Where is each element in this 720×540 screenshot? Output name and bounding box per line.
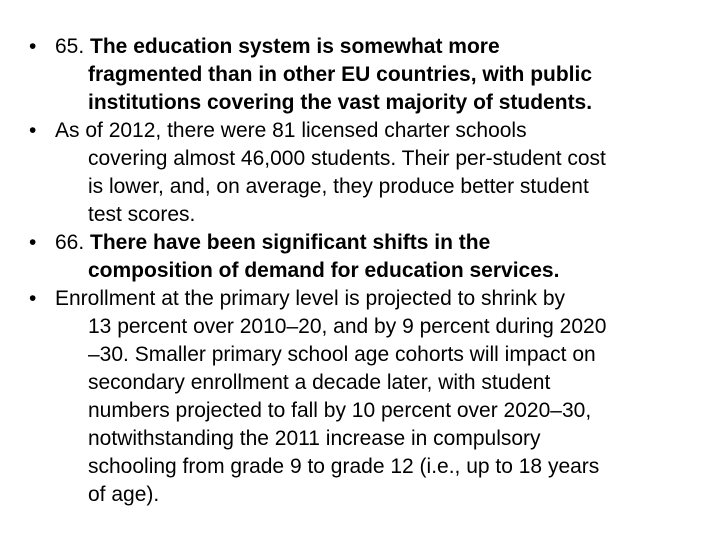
text: notwithstanding the 2011 increase in compulsory — [88, 427, 541, 450]
bold-text: The education system is somewhat more — [90, 35, 500, 58]
text: test scores. — [88, 203, 196, 226]
text-line — [0, 145, 720, 173]
bold-text: fragmented than in other EU countries, with public — [88, 63, 593, 86]
bullet-dot-icon: • — [29, 119, 37, 142]
text-line — [0, 257, 720, 285]
text: –30. Smaller primary school age cohorts will impact on — [88, 343, 596, 366]
text-line — [0, 201, 720, 229]
text: 13 percent over 2010–20, and by 9 percent during 2020 — [88, 315, 607, 338]
text: covering almost 46,000 students. Their per-student cost — [88, 147, 606, 170]
bullet-dot-icon: • — [29, 35, 37, 58]
text: 66. — [55, 231, 91, 254]
text-line — [0, 33, 720, 61]
bullet-dot-icon: • — [29, 231, 37, 254]
text-line — [0, 89, 720, 117]
bullet-list — [0, 33, 720, 509]
bold-text: There have been significant shifts in the — [90, 231, 491, 254]
text-line — [0, 341, 720, 369]
bullet-item — [0, 285, 720, 509]
bullet-item — [0, 117, 720, 229]
bullet-item — [0, 33, 720, 117]
text-line — [0, 173, 720, 201]
text: is lower, and, on average, they produce better student — [88, 175, 589, 198]
text-line — [0, 61, 720, 89]
bullet-dot-icon: • — [29, 287, 37, 310]
text-line — [0, 285, 720, 313]
text: schooling from grade 9 to grade 12 (i.e., up to 18 years — [88, 455, 600, 478]
text: 65. — [55, 35, 91, 58]
text-line — [0, 425, 720, 453]
text-line — [0, 313, 720, 341]
text-line — [0, 369, 720, 397]
text-line — [0, 117, 720, 145]
bold-text: institutions covering the vast majority of students. — [88, 91, 593, 114]
text-line — [0, 453, 720, 481]
text: of age). — [88, 483, 160, 506]
text-line — [0, 229, 720, 257]
text: secondary enrollment a decade later, with student — [88, 371, 551, 394]
text-line — [0, 397, 720, 425]
text: Enrollment at the primary level is projected to shrink by — [55, 287, 566, 310]
text: As of 2012, there were 81 licensed charter schools — [55, 119, 527, 142]
bold-text: composition of demand for education services. — [88, 259, 560, 282]
text: numbers projected to fall by 10 percent over 2020–30, — [88, 399, 592, 422]
text-line — [0, 481, 720, 509]
bullet-item — [0, 229, 720, 285]
